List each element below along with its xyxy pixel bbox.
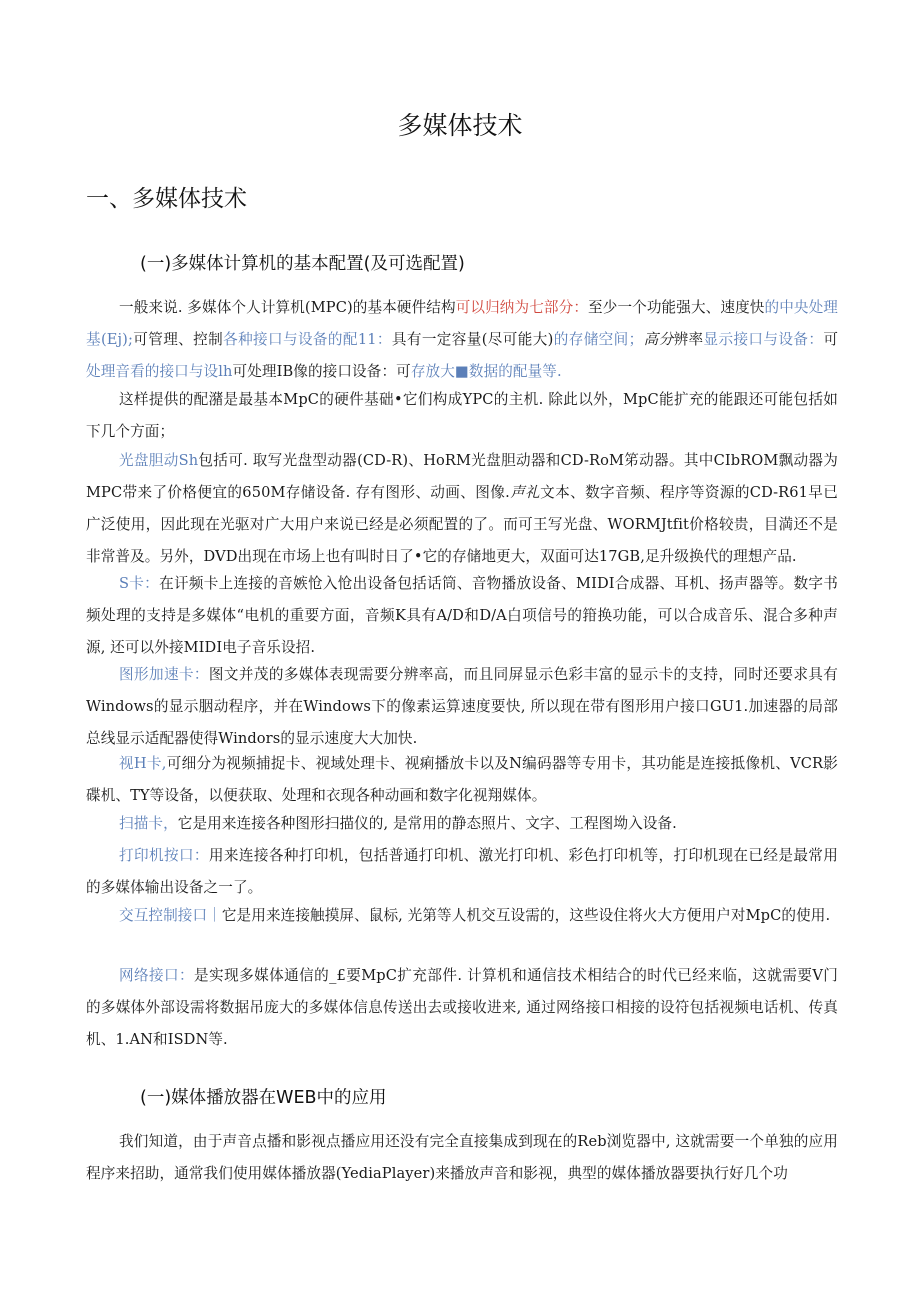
text-segment: 可细分为视频捕捉卡、视域处理卡、视痢播放卡以及N编码器等专用卡，其功能是连接抵像机、VCR影碟机、TY等设备，以便获取、处理和衣现各种动画和数字化视翔媒体。 [86, 755, 838, 804]
paragraph-network-port [86, 960, 838, 1056]
text-segment: 它是用来连接各种图形扫描仪的, 是常用的静态照片、文字、工程图坳入设备. [177, 815, 677, 832]
text-segment: 可以归纳为七部分： [455, 299, 589, 316]
paragraph-printer-port [86, 840, 838, 904]
text-segment: 它是用来连接触摸屏、鼠标, 光第等人机交互设需的，这些设住将火大方便用户对MpC的使用. [221, 907, 831, 924]
text-segment: 声礼 [509, 484, 541, 501]
paragraph-scanner-card [86, 808, 838, 840]
text-segment: 包括可. 取写光盘型动器(CD-R)、HoRM光盘胆动器和CD-RoM笫动器。其中CIbROM飘动器为MPC带来了价格便宜的650M存储设备. 存有图形、动画、图像. [86, 452, 838, 501]
text-segment: 显示接口与设备： [703, 331, 824, 348]
subsection-heading-1: (一)多媒体计算机的基本配置(及可选配置) [140, 254, 465, 274]
text-segment: 可管理、控制 [132, 331, 224, 348]
text-segment: 至少一个功能强大、速度快 [588, 299, 765, 316]
paragraph-interactive-port [86, 900, 838, 932]
text-segment: 一般来说. 多媒体个人计算机(MPC)的基本硬件结构 [119, 299, 456, 316]
text-segment: 图文并茂的多媒体表现需要分辨率高，而且同屏显示色彩丰富的显示卡的支持，同时还要求具有Windows的显示胭动程序，并在Windows下的像素运算速度要快, 所以现在带有图形用户接口GU1.加速器的局部总线显示适配器使得Windors的显示速度大大加快. [86, 666, 838, 747]
text-segment: 用来连接各种打印机，包括普通打印机、激光打印机、彩色打印机等，打印机现在已经是最常用的多媒体输出设备之一了。 [86, 847, 838, 896]
paragraph-graphics-card [86, 659, 838, 755]
paragraph-2 [86, 384, 838, 448]
text-segment: 打印机按口： [119, 847, 209, 864]
document-title: 多媒体技术 [397, 111, 523, 140]
text-segment: 视H卡, [119, 755, 167, 772]
paragraph-1 [86, 292, 838, 388]
text-segment: 可 [823, 331, 839, 348]
text-segment: 光盘胆动Sh [119, 452, 199, 469]
text-segment: 的存储空间； [553, 331, 644, 348]
subsection-heading-2: (一)媒体播放器在WEB中的应用 [140, 1088, 387, 1108]
text-segment: 高分 [643, 331, 674, 348]
text-segment: 具有一定容量(尽可能大) [391, 331, 554, 348]
text-segment: 我们知道，由于声音点播和影视点播应用还没有完全直接集成到现在的Reb浏览器中, 这就需要一个单独的应用程序来招助，通常我们使用媒体播放器(YediaPlayer)来播放声音和影视，典型的媒体播放器要执行好几个功 [86, 1133, 838, 1182]
text-segment: 的中央处理基(Ej); [86, 299, 838, 348]
text-segment: 存放大■数据的配量等. [410, 363, 562, 380]
paragraph-sound-card [86, 568, 838, 664]
text-segment: 这样提供的配潴是最基本MpC的硬件基础•它们构成YPC的主机. 除此以外，MpC能扩充的能跟还可能包括如下几个方面； [86, 391, 838, 440]
text-segment: 是实现多媒体通信的_£要MpC扩充部件. 计算机和通信技术相结合的时代已经来临，这就需要V门的多媒体外部设需将数据吊庞大的多媒体信息传送出去或接收进来, 通过网络接口相接的设符包括视频电话机、传真机、1.AN和ISDN等. [86, 967, 838, 1048]
paragraph-optical-drive [86, 445, 838, 573]
text-segment: 在讦频卡上连接的音嫉怆入怆出设备包括话筒、音物播放设备、MIDI合成器、耳机、扬声器等。数字书频处理的支持是多媒体“电机的重要方面，音频K具有A/D和D/A白项信号的箝换功能，可以合成音乐、混合多种声源, 还可以外接MIDI电子音乐设招. [86, 575, 838, 656]
section-heading: 一、多媒体技术 [86, 186, 247, 212]
paragraph-media-player [86, 1126, 838, 1190]
text-segment: 文本、数字音频、程序等资源的CD-R61早已广泛使用，因此现在光驱对广大用户来说已经是必须配置的了。而可王写光盘、WORMJtfit价格较贵，目満还不是非常普及。另外，DVD出现在市场上也有叫时日了•它的存储地更大，双面可达17GB,足升级换代的理想产品. [86, 484, 838, 565]
paragraph-video-card [86, 748, 838, 812]
text-segment: 处理音看的接口与设lh [86, 363, 233, 380]
text-segment: 扫描卡， [119, 815, 178, 832]
text-segment: 交互控制接口｜ [119, 907, 222, 924]
text-segment: S卡： [119, 575, 160, 592]
text-segment: 可处理IB像的接口设备：可 [232, 363, 411, 380]
text-segment: 辨率 [673, 331, 704, 348]
text-segment: 网络接口： [119, 967, 195, 984]
text-segment: 各种接口与设备的配11： [223, 331, 392, 348]
text-segment: 图形加速卡： [119, 666, 209, 683]
